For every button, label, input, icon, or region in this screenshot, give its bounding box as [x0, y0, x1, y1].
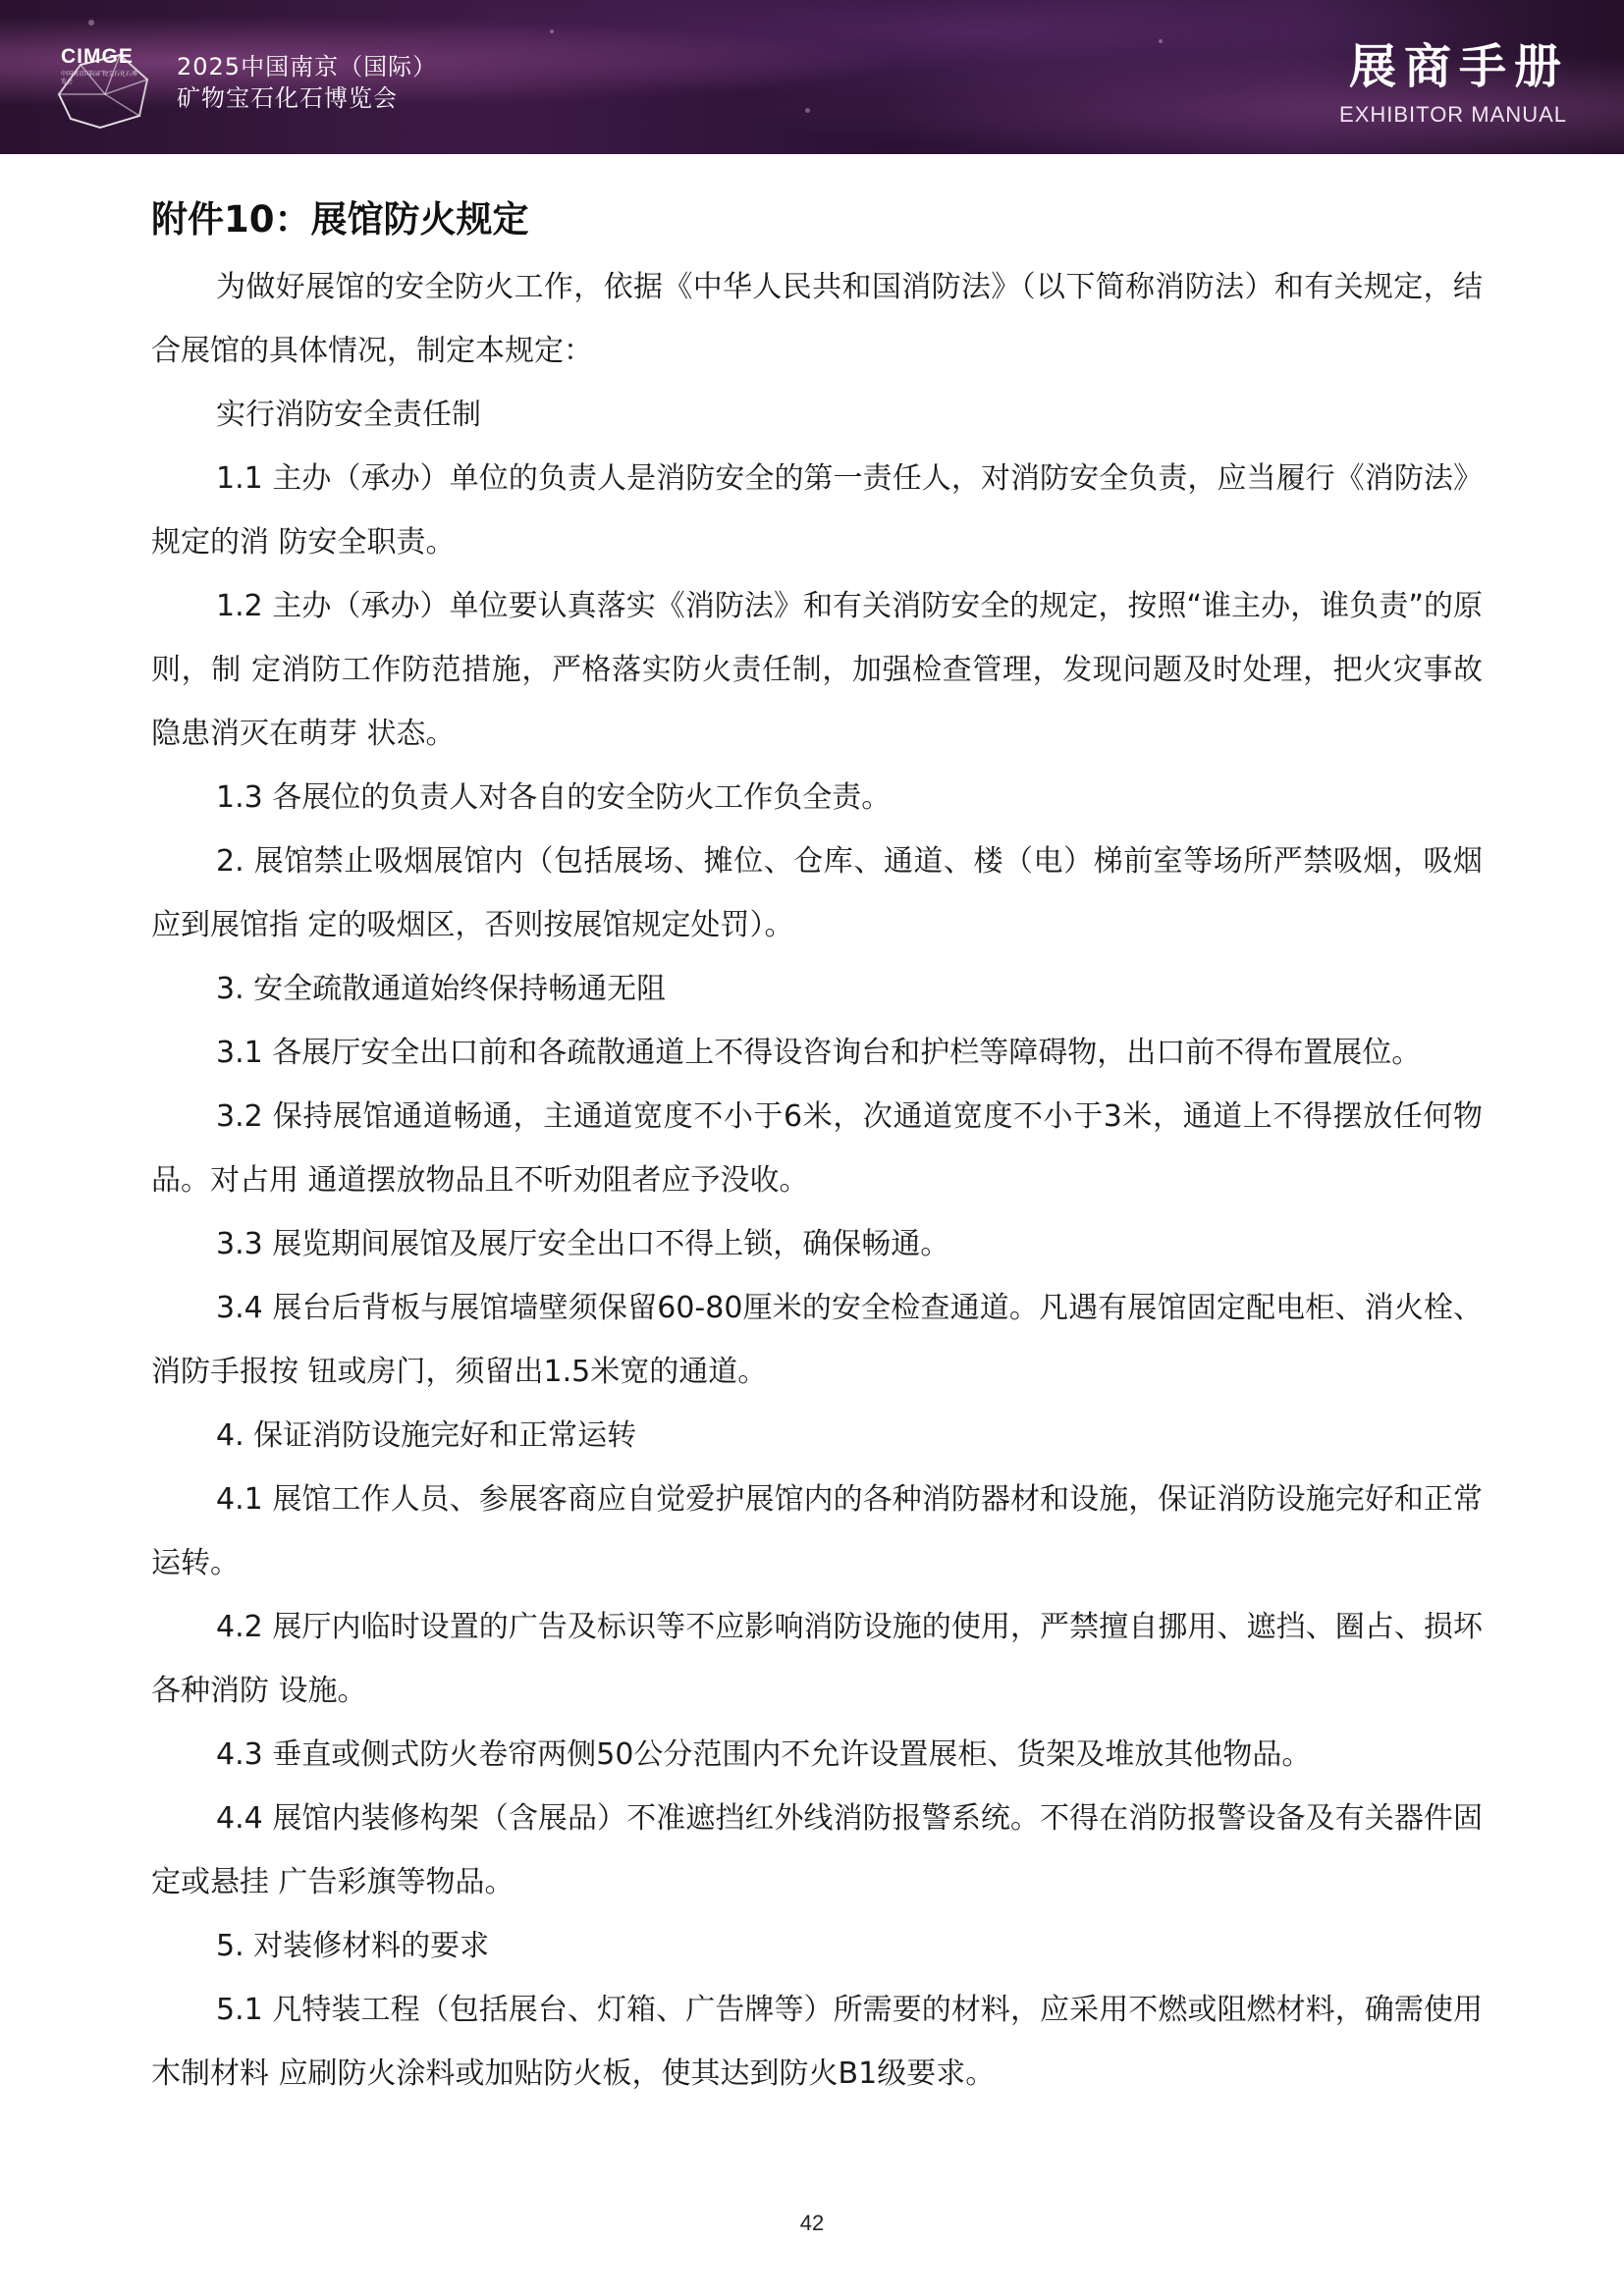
- paragraph-4-2: 4.2 展厅内临时设置的广告及标识等不应影响消防设施的使用，严禁擅自挪用、遮挡、圈占、损坏各种消防 设施。: [151, 1610, 1483, 1708]
- logo-subtext: 中国南京国际矿物宝石化石博览会: [61, 71, 138, 85]
- paragraph-intro: 为做好展馆的安全防火工作，依据《中华人民共和国消防法》（以下简称消防法）和有关规定，结合展馆的具体情况，制定本规定：: [151, 270, 1483, 368]
- page-number: 42: [799, 2211, 825, 2235]
- paragraph-section-2: 2. 展馆禁止吸烟展馆内（包括展场、摊位、仓库、通道、楼（电）梯前室等场所严禁吸烟，吸烟应到展馆指 定的吸烟区，否则按展馆规定处罚）。: [151, 844, 1483, 942]
- paragraph-4-4: 4.4 展馆内装修构架（含展品）不准遮挡红外线消防报警系统。不得在消防报警设备及有关器件固定或悬挂 广告彩旗等物品。: [151, 1801, 1483, 1899]
- logo-text: CIMGE: [61, 45, 134, 68]
- cimge-logo: [51, 26, 159, 133]
- expo-title-line2: 矿物宝石化石博览会: [177, 84, 398, 112]
- paragraph-section-1: 实行消防安全责任制: [216, 398, 481, 432]
- sparkle-decoration: [550, 29, 554, 33]
- paragraph-1-1: 1.1 主办（承办）单位的负责人是消防安全的第一责任人，对消防安全负责，应当履行《消防法》规定的消 防安全职责。: [151, 461, 1483, 560]
- manual-title-cn: 展商手册: [1348, 39, 1569, 94]
- paragraph-1-3: 1.3 各展位的负责人对各自的安全防火工作负全责。: [216, 780, 892, 815]
- page-header-banner: [0, 0, 1624, 154]
- paragraph-3-3: 3.3 展览期间展馆及展厅安全出口不得上锁，确保畅通。: [216, 1227, 950, 1261]
- sparkle-decoration: [1159, 39, 1163, 43]
- paragraph-5-1: 5.1 凡特装工程（包括展台、灯箱、广告牌等）所需要的材料，应采用不燃或阻燃材料，确需使用木制材料 应刷防火涂料或加贴防火板，使其达到防火B1级要求。: [151, 1993, 1483, 2091]
- manual-title-en: EXHIBITOR MANUAL: [1339, 102, 1567, 127]
- document-title: 附件10：展馆防火规定: [151, 198, 529, 240]
- paragraph-3-2: 3.2 保持展馆通道畅通，主通道宽度不小于6米，次通道宽度不小于3米，通道上不得摆放任何物品。对占用 通道摆放物品且不听劝阻者应予没收。: [151, 1099, 1483, 1198]
- paragraph-3-4: 3.4 展台后背板与展馆墙壁须保留60-80厘米的安全检查通道。凡遇有展馆固定配电柜、消火栓、消防手报按 钮或房门，须留出1.5米宽的通道。: [151, 1291, 1483, 1389]
- paragraph-section-5: 5. 对装修材料的要求: [216, 1929, 490, 1963]
- paragraph-4-1: 4.1 展馆工作人员、参展客商应自觉爱护展馆内的各种消防器材和设施，保证消防设施完好和正常运转。: [151, 1482, 1483, 1580]
- paragraph-section-4: 4. 保证消防设施完好和正常运转: [216, 1418, 637, 1453]
- paragraph-1-2: 1.2 主办（承办）单位要认真落实《消防法》和有关消防安全的规定，按照“谁主办，谁负责”的原则，制 定消防工作防范措施，严格落实防火责任制，加强检查管理，发现问题及时处理，把火灾事故隐患消灭在萌芽 状态。: [151, 589, 1483, 751]
- expo-title: [177, 51, 437, 114]
- paragraph-4-3: 4.3 垂直或侧式防火卷帘两侧50公分范围内不允许设置展柜、货架及堆放其他物品。: [216, 1737, 1312, 1772]
- document-body: [151, 192, 1483, 2106]
- expo-title-line1: 2025中国南京（国际）: [177, 53, 438, 80]
- paragraph-section-3: 3. 安全疏散通道始终保持畅通无阻: [216, 972, 667, 1006]
- sparkle-decoration: [805, 108, 810, 113]
- paragraph-3-1: 3.1 各展厅安全出口前和各疏散通道上不得设咨询台和护栏等障碍物，出口前不得布置展位。: [216, 1036, 1422, 1070]
